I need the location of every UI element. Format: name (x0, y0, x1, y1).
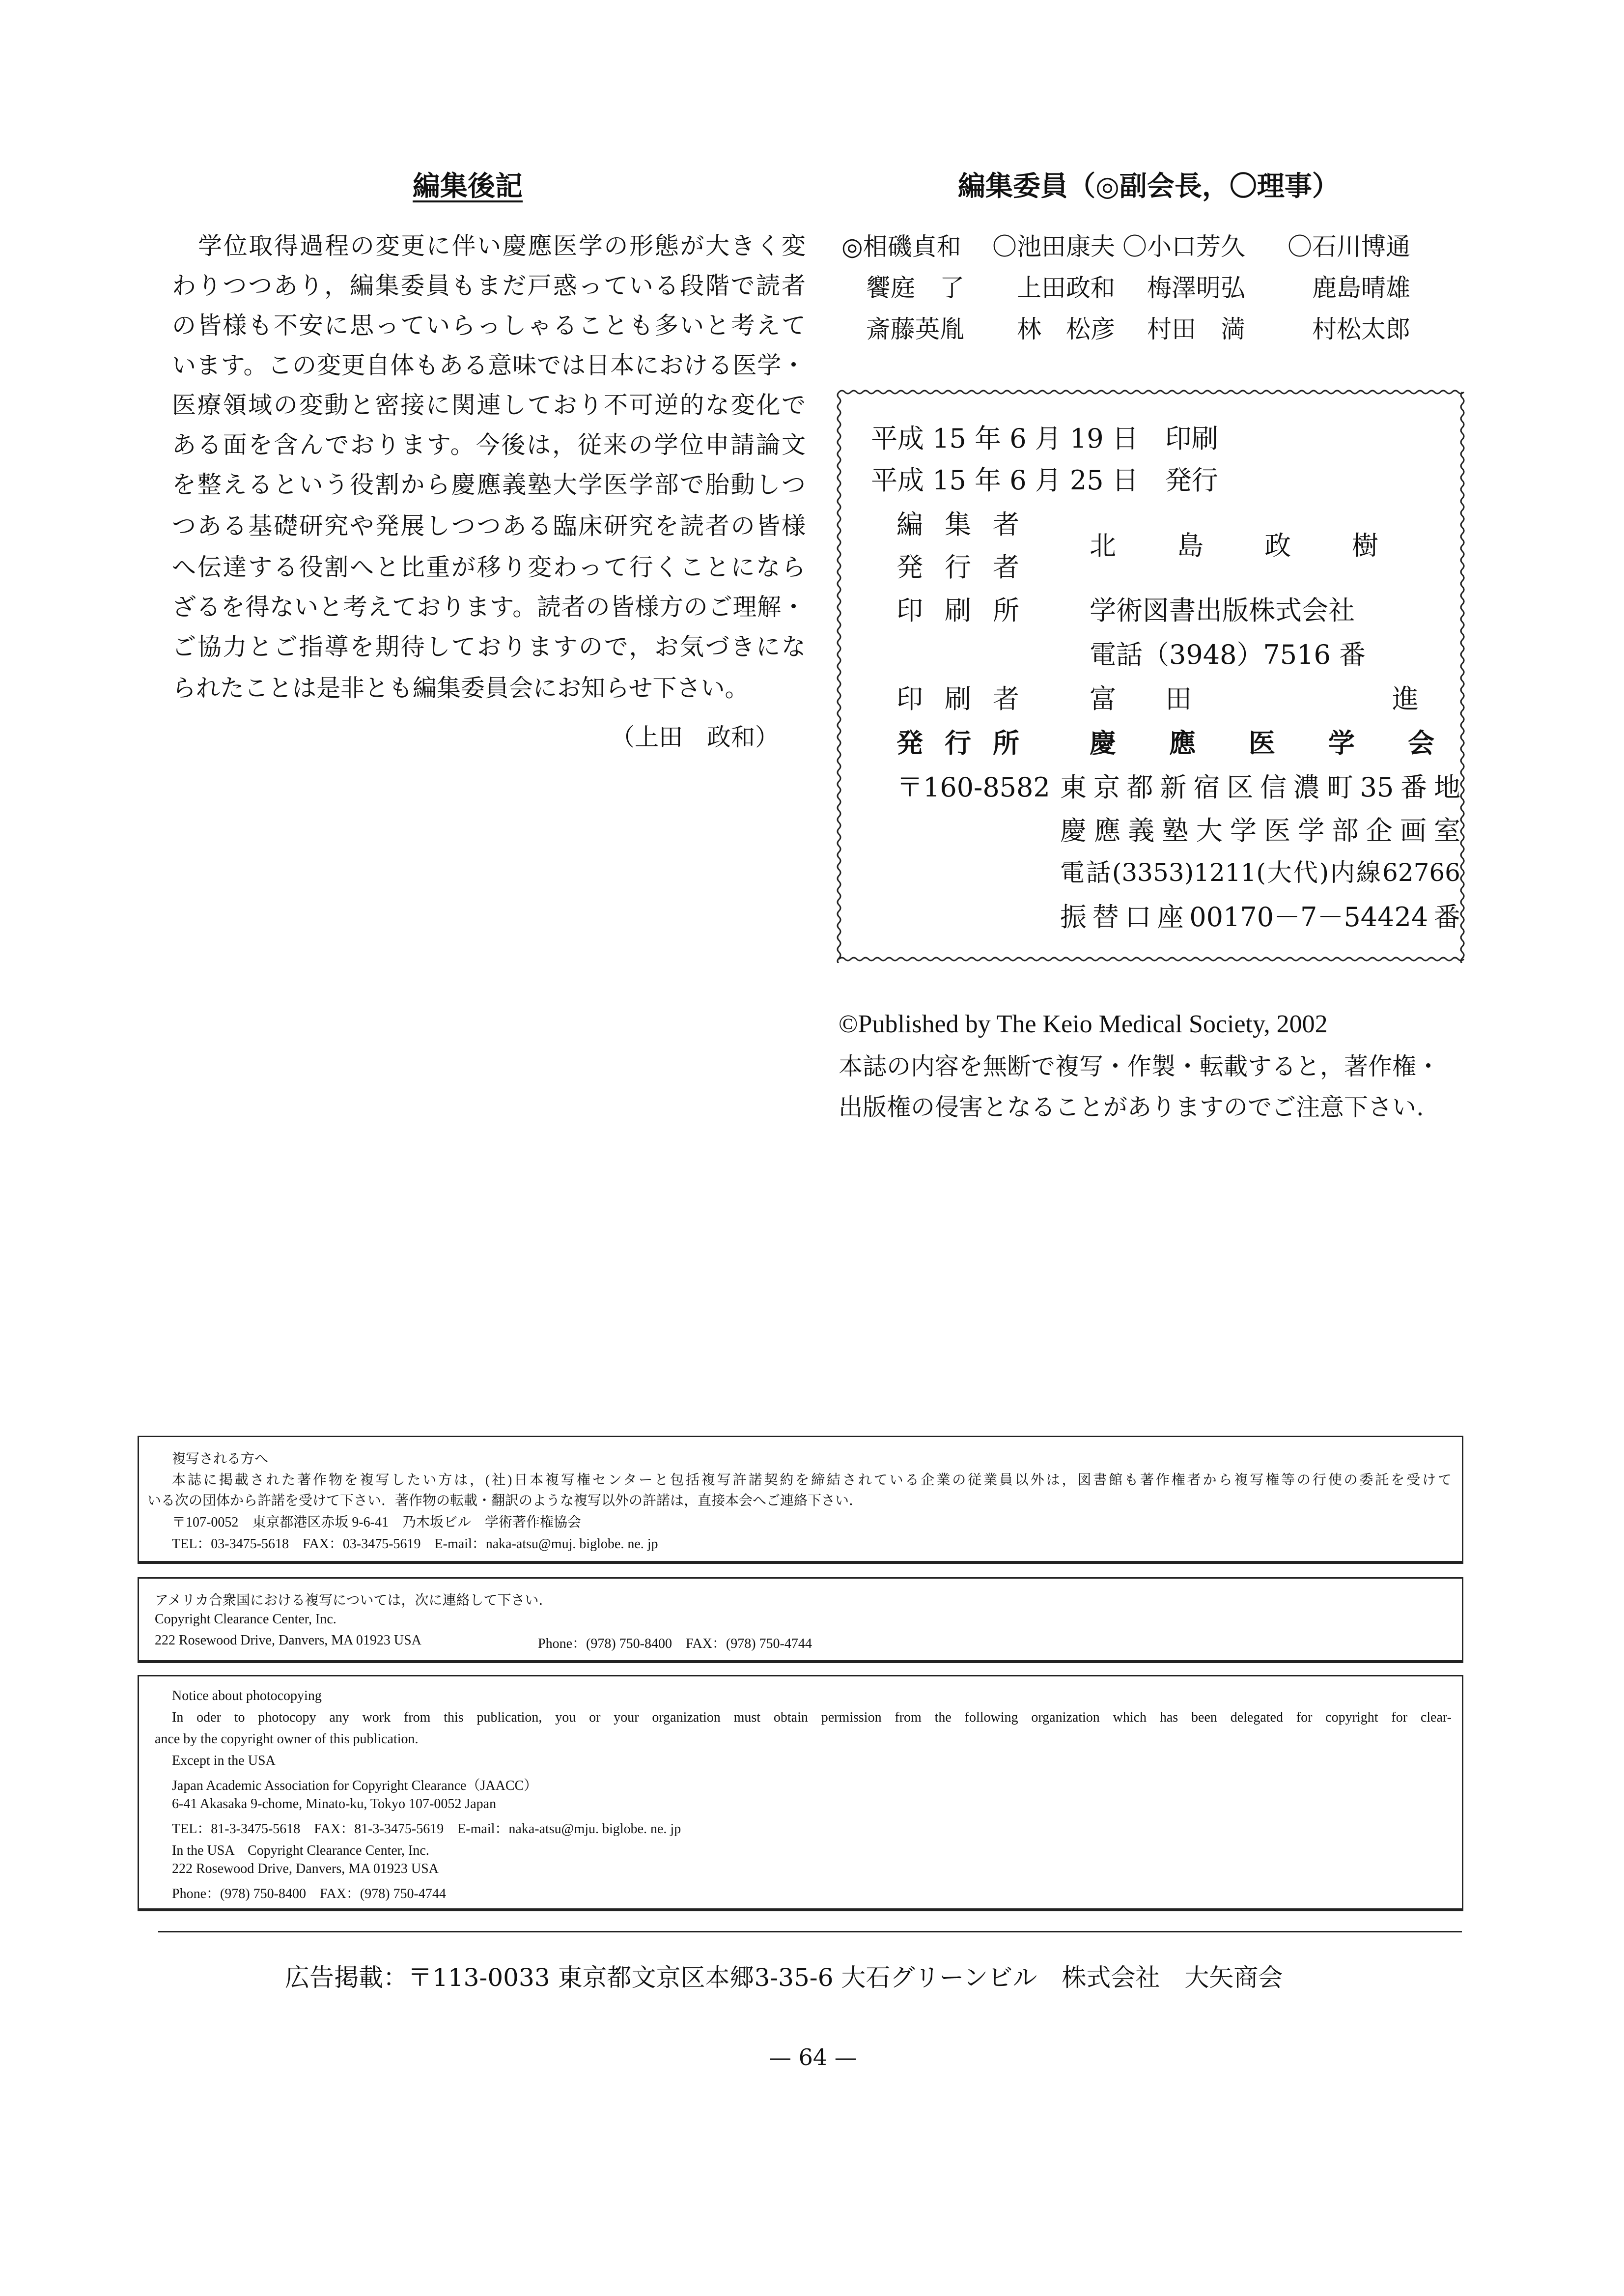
committee-member: 斎藤英胤 (866, 315, 964, 343)
print-date: 平成 15 年 6 月 19 日 印刷 (871, 423, 1218, 454)
address-line: 電話(3353)1211(大代)内線62766 (1060, 858, 1460, 887)
notice-english-line: Phone：(978) 750-8400 FAX：(978) 750-4744 (172, 1886, 446, 1901)
committee-member: 村田 満 (1147, 315, 1245, 343)
printer-label: 印刷者 (896, 683, 1041, 714)
printing-office: 学術図書出版株式会社 (1090, 595, 1355, 626)
notice-english-line: 6-41 Akasaka 9-chome, Minato-ku, Tokyo 107-0052 Japan (172, 1796, 497, 1812)
copyright-line-3: 出版権の侵害となることがありますのでご注意下さい. (839, 1093, 1424, 1121)
afterword-title: 編集後記 (413, 170, 523, 202)
notice-japan-line: TEL：03-3475-5618 FAX：03-3475-5619 E-mail：naka-atsu@muj. biglobe. ne. jp (172, 1536, 658, 1552)
committee-member: 上田政和 (1017, 274, 1115, 302)
afterword-line: られたことは是非とも編集委員会にお知らせ下さい。 (172, 674, 749, 702)
committee-title: 編集委員（◎副会長，〇理事） (958, 170, 1340, 202)
printing-phone: 電話（3948）7516 番 (1090, 639, 1366, 670)
publisher-name: 慶應医学会 (1090, 728, 1487, 759)
committee-member: 林 松彦 (1017, 315, 1115, 343)
notice-english-line: TEL：81-3-3475-5618 FAX：81-3-3475-5619 E-mail：naka-atsu@mju. biglobe. ne. jp (172, 1821, 681, 1837)
postal-code: 〒160-8582 (896, 772, 1050, 803)
notice-english-line: ance by the copyright owner of this publication. (155, 1731, 419, 1747)
committee-member: ◎相磯貞和 (841, 232, 961, 261)
notice-english-line: Except in the USA (172, 1753, 276, 1768)
editor-label: 編集者 (896, 509, 1041, 540)
notice-english-line: In the USA Copyright Clearance Center, Inc. (172, 1843, 429, 1858)
afterword-line: 医療領域の変動と密接に関連しており不可逆的な変化で (172, 391, 806, 419)
address-line: 振替口座00170－7－54424番 (1060, 902, 1460, 933)
notice-japan-line: 複写される方へ (172, 1451, 269, 1467)
publisher-person-label: 発行者 (896, 552, 1041, 583)
notice-japan-line: 本誌に掲載された著作物を複写したい方は，(社)日本複写権センターと包括複写許諾契約を締結されている企業の従業員以外は，図書館も著作権者から複写権等の行使の委託を受けて (172, 1473, 1452, 1488)
afterword-line: の皆様も不安に思っていらっしゃることも多いと考えて (172, 312, 806, 340)
committee-member: 〇石川博通 (1288, 232, 1410, 261)
printer-name: 富田 進 (1090, 683, 1468, 714)
advertising-line: 広告掲載：〒113-0033 東京都文京区本郷3-35-6 大石グリーンビル 株式会社 大矢商会 (285, 1963, 1283, 1992)
notice-japan-line: 〒107-0052 東京都港区赤坂 9-6-41 乃木坂ビル 学術著作権協会 (172, 1515, 581, 1530)
afterword-line: 学位取得過程の変更に伴い慶應医学の形態が大きく変 (198, 232, 806, 260)
notice-english-line: In oder to photocopy any work from this publication, you or your organization must obtain permission from the following organization which has been delegated for copyright for clear- (172, 1710, 1452, 1725)
notice-english-line: 222 Rosewood Drive, Danvers, MA 01923 USA (172, 1861, 439, 1876)
notice-english-line: Japan Academic Association for Copyright Clearance（JAACC） (172, 1778, 538, 1793)
afterword-line: わりつつあり，編集委員もまだ戸惑っている段階で読者 (172, 272, 806, 300)
afterword-line: ご協力とご指導を期待しておりますので，お気づきにな (172, 633, 806, 661)
afterword-line: を整えるという役割から慶應義塾大学医学部で胎動しつ (172, 471, 806, 499)
issue-date: 平成 15 年 6 月 25 日 発行 (871, 465, 1218, 496)
publisher-label: 発行所 (896, 728, 1041, 759)
afterword-line: ざるを得ないと考えております。読者の皆様方のご理解・ (172, 593, 806, 621)
page-number: — 64 — (769, 2044, 857, 2070)
afterword-signature: （上田 政和） (610, 723, 779, 751)
notice-english-line: Notice about photocopying (172, 1688, 322, 1703)
notice-usa-line: Phone：(978) 750-8400 FAX：(978) 750-4744 (538, 1636, 812, 1651)
copyright-line-2: 本誌の内容を無断で複写・作製・転載すると，著作権・ (839, 1052, 1441, 1080)
copyright-line-1: ©Published by The Keio Medical Society, 2002 (839, 1010, 1328, 1038)
editor-name: 北島政樹 (1090, 530, 1439, 561)
afterword-line: ある面を含んでおります。今後は，従来の学位申請論文 (172, 431, 806, 459)
address-line: 東京都新宿区信濃町35番地 (1060, 772, 1460, 803)
committee-member: 〇池田康夫 (992, 232, 1115, 261)
notice-usa-line: 222 Rosewood Drive, Danvers, MA 01923 USA (155, 1633, 421, 1648)
committee-member: 鹿島晴雄 (1312, 274, 1410, 302)
committee-member: 梅澤明弘 (1147, 274, 1245, 302)
afterword-line: います。この変更自体もある意味では日本における医学・ (172, 351, 806, 379)
committee-member: 〇小口芳久 (1122, 232, 1245, 261)
notice-usa-line: Copyright Clearance Center, Inc. (155, 1612, 336, 1627)
afterword-line: つある基礎研究や発展しつつある臨床研究を読者の皆様 (172, 512, 806, 540)
committee-member: 村松太郎 (1312, 315, 1410, 343)
afterword-line: へ伝達する役割へと比重が移り変わって行くことになら (172, 553, 806, 581)
committee-member: 饗庭 了 (866, 274, 964, 302)
notice-usa-line: アメリカ合衆国における複写については，次に連絡して下さい． (155, 1593, 553, 1608)
address-line: 慶應義塾大学医学部企画室 (1060, 815, 1460, 846)
divider-line (158, 1931, 1462, 1932)
notice-japan-line: いる次の団体から許諾を受けて下さい．著作物の転載・翻訳のような複写以外の許諾は，直接本会へご連絡下さい． (147, 1493, 863, 1508)
printing-office-label: 印刷所 (896, 595, 1041, 626)
